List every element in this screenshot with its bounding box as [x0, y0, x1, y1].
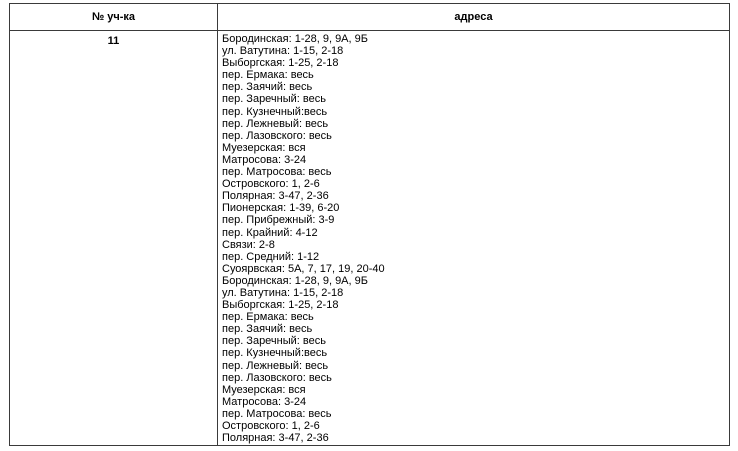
address-line: пер. Лазовского: весь — [222, 129, 332, 142]
header-plot-number: № уч-ка — [10, 4, 218, 30]
addresses-table — [9, 3, 730, 446]
address-line: пер. Прибрежный: 3-9 — [222, 214, 335, 227]
address-line: Муезерская: вся — [222, 383, 306, 396]
address-line: пер. Лежневый: весь — [222, 117, 329, 130]
address-line: Выборгская: 1-25, 2-18 — [222, 299, 339, 312]
address-line: пер. Лазовского: весь — [222, 371, 332, 384]
address-line: Выборгская: 1-25, 2-18 — [222, 57, 339, 70]
address-line: Бородинская: 1-28, 9, 9А, 9Б — [222, 274, 368, 287]
address-line: пер. Кузнечный:весь — [222, 347, 328, 360]
address-line: ул. Ватутина: 1-15, 2-18 — [222, 45, 344, 58]
header-addresses: адреса — [454, 11, 493, 23]
address-line: Муезерская: вся — [222, 141, 306, 154]
address-line: ул. Ватутина: 1-15, 2-18 — [222, 286, 344, 299]
address-line: пер. Крайний: 4-12 — [222, 226, 318, 239]
address-line: пер. Лежневый: весь — [222, 359, 329, 372]
addresses-cell — [218, 31, 729, 445]
address-line: пер. Матросова: весь — [222, 166, 332, 179]
plot-number-cell: 11 — [10, 31, 218, 445]
table-header-row — [10, 4, 729, 31]
address-line: Полярная: 3-47, 2-36 — [222, 432, 329, 445]
address-line: Островского: 1, 2-6 — [222, 420, 320, 432]
address-line: пер. Средний: 1-12 — [222, 250, 320, 263]
address-line: пер. Кузнечный:весь — [222, 105, 328, 118]
address-line: Матросова: 3-24 — [222, 153, 307, 166]
address-line: пер. Ермака: весь — [222, 69, 314, 82]
address-line: пер. Заречный: весь — [222, 93, 326, 106]
table-row — [10, 31, 729, 445]
address-line: Матросова: 3-24 — [222, 395, 307, 408]
address-line: пер. Заячий: весь — [222, 81, 313, 94]
address-line: пер. Заячий: весь — [222, 323, 313, 336]
address-line: Полярная: 3-47, 2-36 — [222, 190, 329, 203]
address-line: Суоярвская: 5А, 7, 17, 19, 20-40 — [222, 262, 385, 275]
address-line: пер. Матросова: весь — [222, 407, 332, 420]
address-line: Островского: 1, 2-6 — [222, 178, 320, 191]
address-line: Связи: 2-8 — [222, 238, 275, 251]
address-line: пер. Заречный: весь — [222, 335, 326, 348]
address-line: Бородинская: 1-28, 9, 9А, 9Б — [222, 33, 368, 45]
address-line: пер. Ермака: весь — [222, 311, 314, 324]
address-line: Пионерская: 1-39, 6-20 — [222, 202, 340, 215]
